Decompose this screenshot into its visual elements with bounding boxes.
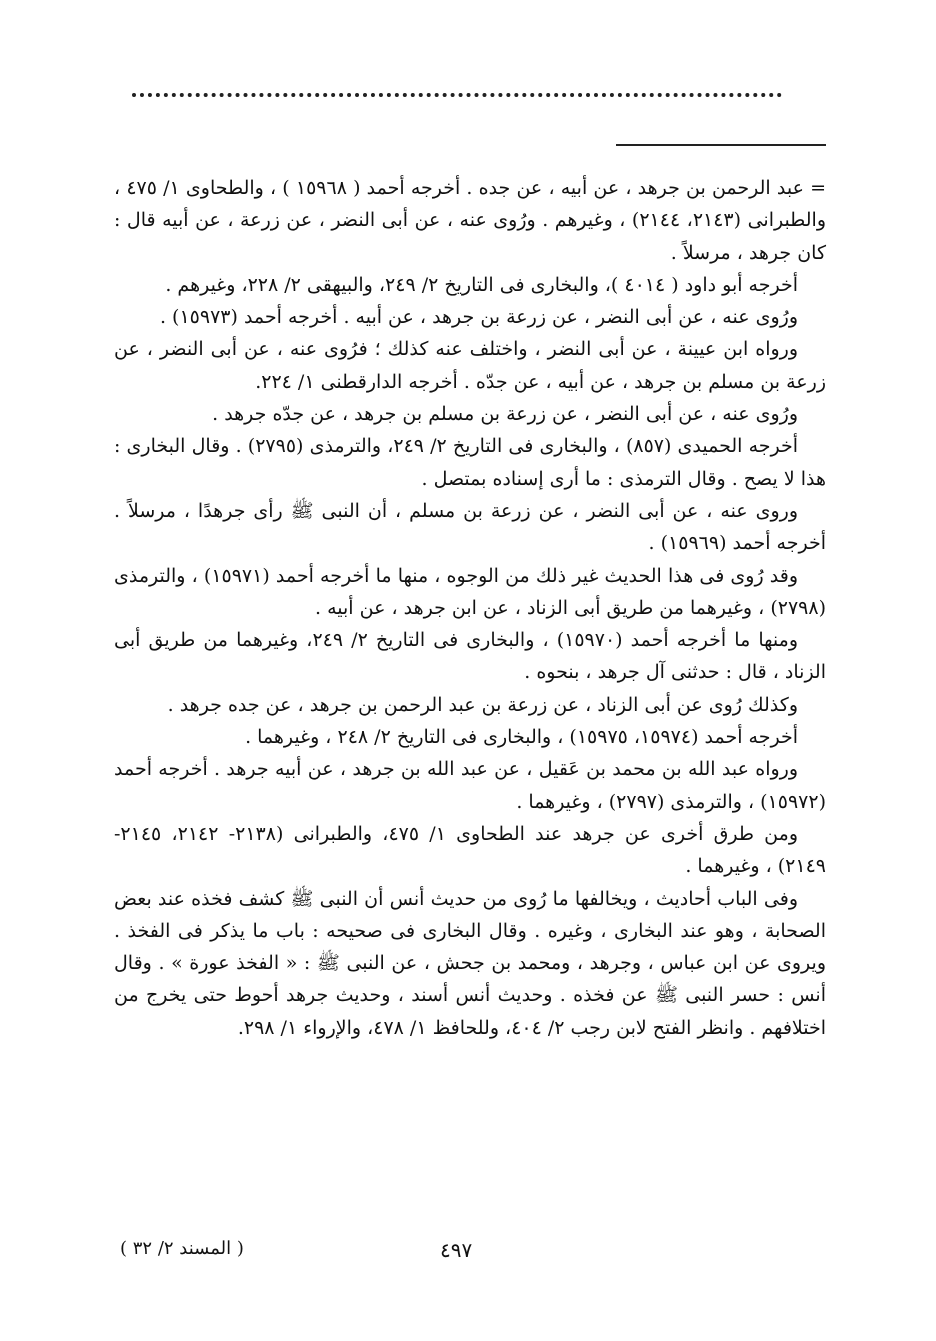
source-reference: ( المسند ٢/ ٣٢ ) <box>120 1238 244 1259</box>
paragraph: وقد رُوى فى هذا الحديث غير ذلك من الوجوه ، منها ما أخرجه أحمد (١٥٩٧١) ، والترمذى (٢٧٩٨) ، وغيرهما من طريق أبى الزناد ، عن ابن جرهد ، عن أبيه . <box>114 564 826 619</box>
paragraph: ورواه ابن عيينة ، عن أبى النضر ، واختلف عنه كذلك ؛ فرُوى عنه ، عن أبى النضر ، عن زرعة بن مسلم بن جرهد ، عن أبيه ، عن جدّه . أخرجه الدارقطنى ١/ ٢٢٤. <box>114 338 826 393</box>
paragraph: وكذلك رُوى عن أبى الزناد ، عن زرعة بن عبد الرحمن بن جرهد ، عن جده جرهد . <box>167 693 798 716</box>
paragraph: أخرجه الحميدى (٨٥٧) ، والبخارى فى التاريخ ٢/ ٢٤٩، والترمذى (٢٧٩٥) . وقال البخارى : هذا لا يصح . وقال الترمذى : ما أرى إسناده بمتصل . <box>114 435 826 490</box>
page-number: ٤٩٧ <box>440 1238 473 1262</box>
paragraph: ورُوى عنه ، عن أبى النضر ، عن زرعة بن جرهد ، عن أبيه . أخرجه أحمد (١٥٩٧٣) . <box>159 306 798 329</box>
paragraph: ومن طرق أخرى عن جرهد عند الطحاوى ١/ ٤٧٥، والطبرانى (٢١٣٨- ٢١٤٢، ٢١٤٥- ٢١٤٩) ، وغيرهما . <box>114 822 826 878</box>
dotted-header-rule <box>132 93 782 97</box>
footnote-body <box>114 172 826 1044</box>
paragraph: أخرجه أحمد (١٥٩٧٤، ١٥٩٧٥) ، والبخارى فى التاريخ ٢/ ٢٤٨ ، وغيرهما . <box>245 726 798 749</box>
paragraph: أخرجه أبو داود ( ٤٠١٤ )، والبخارى فى التاريخ ٢/ ٢٤٩، والبيهقى ٢/ ٢٢٨، وغيرهم . <box>165 273 798 296</box>
paragraph: = عبد الرحمن بن جرهد ، عن أبيه ، عن جده . أخرجه أحمد ( ١٥٩٦٨ ) ، والطحاوى ١/ ٤٧٥ ، والطبرانى (٢١٤٣، ٢١٤٤) ، وغيرهم . ورُوى عنه ، عن أبى النضر ، عن زرعة ، عن أبيه قال : كان جرهد ، مرسلاً . <box>114 177 827 264</box>
paragraph: ورواه عبد الله بن محمد بن عَقيل ، عن عبد الله بن جرهد ، عن أبيه جرهد . أخرجه أحمد (١٥٩٧٢) ، والترمذى (٢٧٩٧) ، وغيرهما . <box>114 758 826 813</box>
footnote-separator-rule <box>616 144 826 146</box>
paragraph: وفى الباب أحاديث ، ويخالفها ما رُوى من حديث أنس أن النبى ﷺ كشف فخذه عند بعض الصحابة ، وهو عند البخارى ، وغيره . وقال البخارى فى صحيحه : باب ما يذكر فى الفخذ . ويروى عن ابن عباس ، وجرهد ، ومحمد بن جحش ، عن النبى ﷺ : « الفخذ عورة » . وقال أنس : حسر النبى ﷺ عن فخذه . وحديث أنس أسند ، وحديث جرهد أحوط حتى يخرج من اختلافهم . وانظر الفتح لابن رجب ٢/ ٤٠٤، وللحافظ ١/ ٤٧٨، والإرواء ١/ ٢٩٨. <box>114 887 826 1039</box>
paragraph: ومنها ما أخرجه أحمد (١٥٩٧٠) ، والبخارى فى التاريخ ٢/ ٢٤٩، وغيرهما من طريق أبى الزناد ، قال : حدثنى آل جرهد ، بنحوه . <box>114 629 826 684</box>
paragraph: ورُوى عنه ، عن أبى النضر ، عن زرعة بن مسلم بن جرهد ، عن جدّه جرهد . <box>212 403 798 426</box>
paragraph: وروى عنه ، عن أبى النضر ، عن زرعة بن مسلم ، أن النبى ﷺ رأى جرهدًا ، مرسلاً . أخرجه أحمد (١٥٩٦٩) . <box>114 499 826 555</box>
